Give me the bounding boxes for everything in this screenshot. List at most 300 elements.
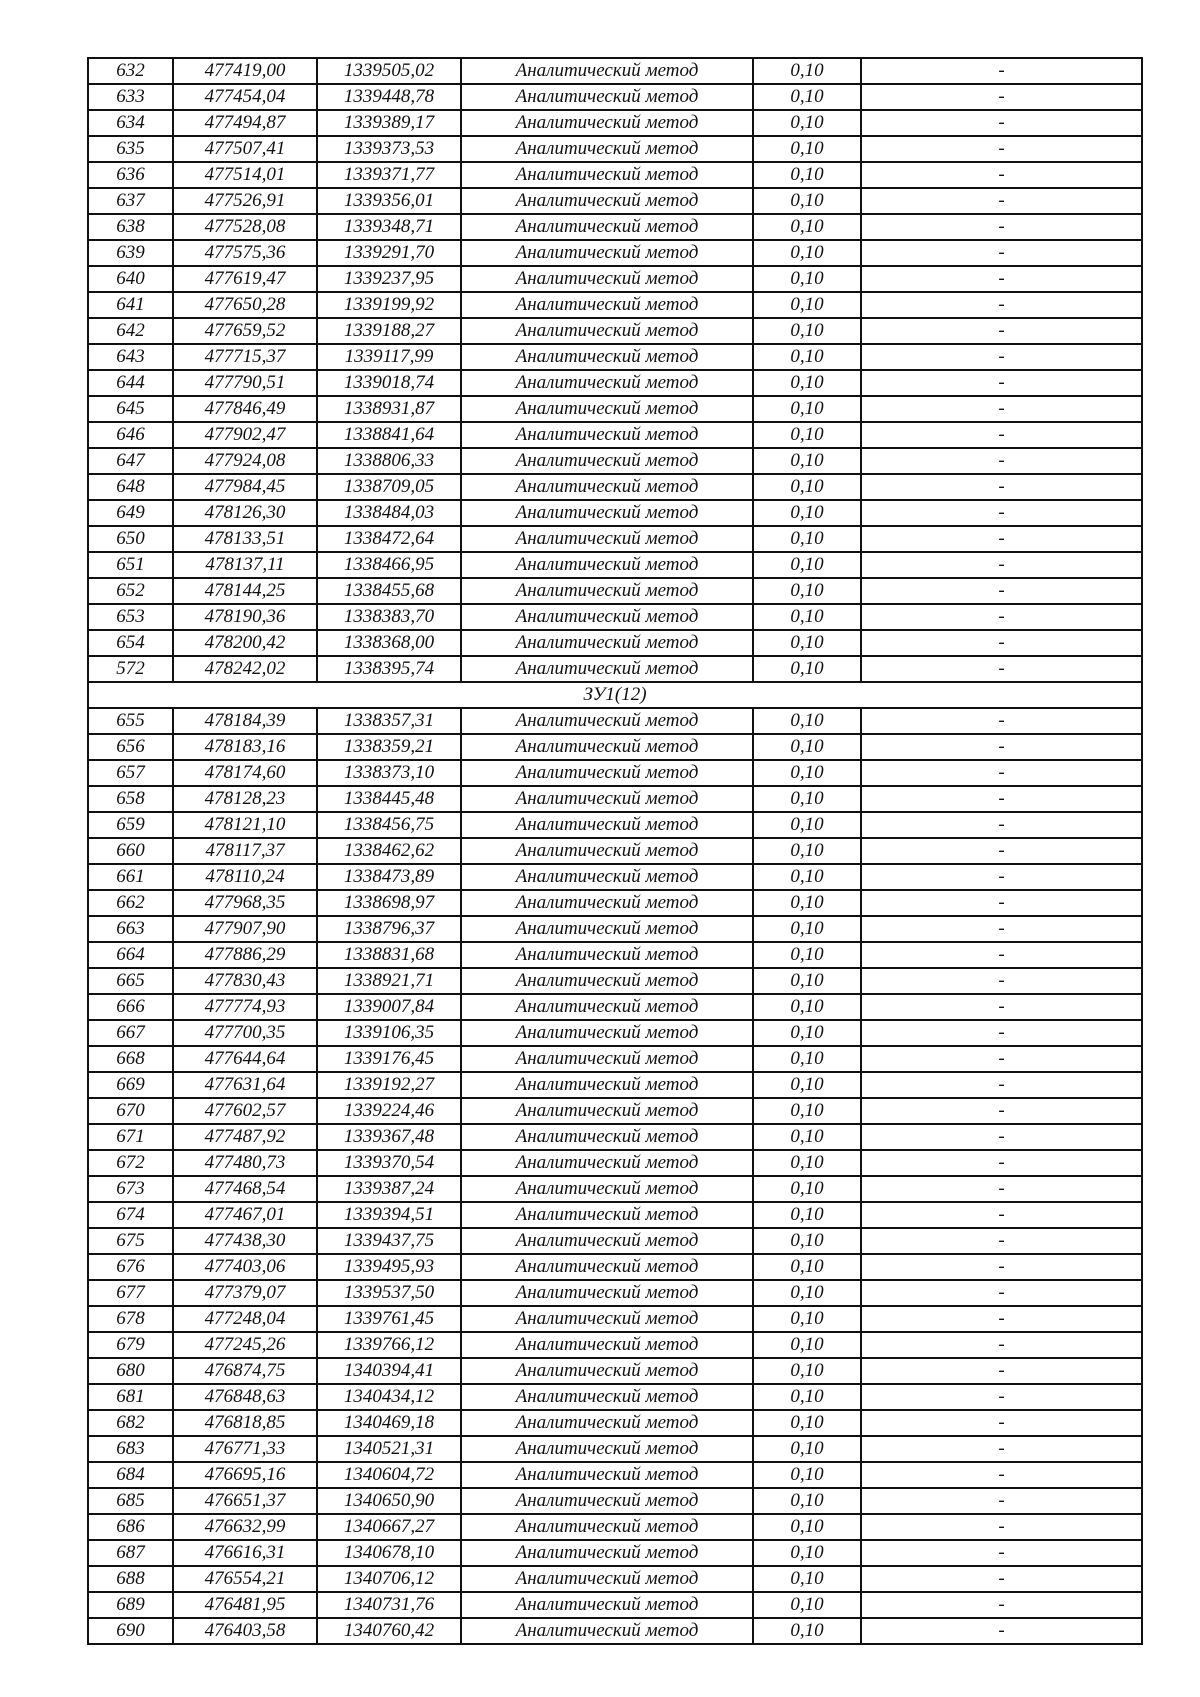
table-row bbox=[88, 162, 1142, 188]
point-number-cell: 650 bbox=[88, 526, 173, 552]
point-number-cell: 663 bbox=[88, 916, 173, 942]
table-row bbox=[88, 84, 1142, 110]
description-cell: - bbox=[861, 1306, 1142, 1332]
point-number-cell: 641 bbox=[88, 292, 173, 318]
table-row bbox=[88, 1592, 1142, 1618]
accuracy-cell: 0,10 bbox=[753, 396, 861, 422]
method-cell: Аналитический метод bbox=[461, 240, 753, 266]
x-coordinate-cell: 478144,25 bbox=[173, 578, 317, 604]
accuracy-cell: 0,10 bbox=[753, 188, 861, 214]
x-coordinate-cell: 477644,64 bbox=[173, 1046, 317, 1072]
method-cell: Аналитический метод bbox=[461, 84, 753, 110]
accuracy-cell: 0,10 bbox=[753, 110, 861, 136]
point-number-cell: 645 bbox=[88, 396, 173, 422]
x-coordinate-cell: 477454,04 bbox=[173, 84, 317, 110]
accuracy-cell: 0,10 bbox=[753, 1072, 861, 1098]
accuracy-cell: 0,10 bbox=[753, 1228, 861, 1254]
x-coordinate-cell: 478121,10 bbox=[173, 812, 317, 838]
y-coordinate-cell: 1338831,68 bbox=[317, 942, 461, 968]
accuracy-cell: 0,10 bbox=[753, 1618, 861, 1644]
x-coordinate-cell: 477419,00 bbox=[173, 58, 317, 84]
table-row bbox=[88, 838, 1142, 864]
method-cell: Аналитический метод bbox=[461, 1072, 753, 1098]
accuracy-cell: 0,10 bbox=[753, 864, 861, 890]
description-cell: - bbox=[861, 916, 1142, 942]
point-number-cell: 636 bbox=[88, 162, 173, 188]
x-coordinate-cell: 478190,36 bbox=[173, 604, 317, 630]
y-coordinate-cell: 1339117,99 bbox=[317, 344, 461, 370]
x-coordinate-cell: 477526,91 bbox=[173, 188, 317, 214]
y-coordinate-cell: 1338921,71 bbox=[317, 968, 461, 994]
point-number-cell: 634 bbox=[88, 110, 173, 136]
y-coordinate-cell: 1338383,70 bbox=[317, 604, 461, 630]
method-cell: Аналитический метод bbox=[461, 1124, 753, 1150]
point-number-cell: 654 bbox=[88, 630, 173, 656]
description-cell: - bbox=[861, 136, 1142, 162]
y-coordinate-cell: 1338473,89 bbox=[317, 864, 461, 890]
y-coordinate-cell: 1338472,64 bbox=[317, 526, 461, 552]
point-number-cell: 657 bbox=[88, 760, 173, 786]
y-coordinate-cell: 1339224,46 bbox=[317, 1098, 461, 1124]
point-number-cell: 668 bbox=[88, 1046, 173, 1072]
x-coordinate-cell: 477715,37 bbox=[173, 344, 317, 370]
point-number-cell: 646 bbox=[88, 422, 173, 448]
method-cell: Аналитический метод bbox=[461, 552, 753, 578]
method-cell: Аналитический метод bbox=[461, 370, 753, 396]
point-number-cell: 572 bbox=[88, 656, 173, 682]
method-cell: Аналитический метод bbox=[461, 1254, 753, 1280]
accuracy-cell: 0,10 bbox=[753, 1514, 861, 1540]
table-row bbox=[88, 58, 1142, 84]
method-cell: Аналитический метод bbox=[461, 422, 753, 448]
y-coordinate-cell: 1339199,92 bbox=[317, 292, 461, 318]
point-number-cell: 655 bbox=[88, 708, 173, 734]
point-number-cell: 659 bbox=[88, 812, 173, 838]
y-coordinate-cell: 1339237,95 bbox=[317, 266, 461, 292]
point-number-cell: 680 bbox=[88, 1358, 173, 1384]
accuracy-cell: 0,10 bbox=[753, 838, 861, 864]
method-cell: Аналитический метод bbox=[461, 344, 753, 370]
point-number-cell: 674 bbox=[88, 1202, 173, 1228]
point-number-cell: 649 bbox=[88, 500, 173, 526]
method-cell: Аналитический метод bbox=[461, 1228, 753, 1254]
y-coordinate-cell: 1339370,54 bbox=[317, 1150, 461, 1176]
method-cell: Аналитический метод bbox=[461, 812, 753, 838]
description-cell: - bbox=[861, 526, 1142, 552]
description-cell: - bbox=[861, 448, 1142, 474]
accuracy-cell: 0,10 bbox=[753, 370, 861, 396]
x-coordinate-cell: 476632,99 bbox=[173, 1514, 317, 1540]
table-row bbox=[88, 1462, 1142, 1488]
table-row bbox=[88, 448, 1142, 474]
x-coordinate-cell: 476818,85 bbox=[173, 1410, 317, 1436]
table-row bbox=[88, 1254, 1142, 1280]
table-row bbox=[88, 1280, 1142, 1306]
accuracy-cell: 0,10 bbox=[753, 1046, 861, 1072]
accuracy-cell: 0,10 bbox=[753, 526, 861, 552]
table-row bbox=[88, 890, 1142, 916]
method-cell: Аналитический метод bbox=[461, 266, 753, 292]
table-row bbox=[88, 994, 1142, 1020]
point-number-cell: 638 bbox=[88, 214, 173, 240]
description-cell: - bbox=[861, 370, 1142, 396]
method-cell: Аналитический метод bbox=[461, 1020, 753, 1046]
table-row bbox=[88, 656, 1142, 682]
x-coordinate-cell: 477830,43 bbox=[173, 968, 317, 994]
y-coordinate-cell: 1339387,24 bbox=[317, 1176, 461, 1202]
y-coordinate-cell: 1340521,31 bbox=[317, 1436, 461, 1462]
section-label: ЗУ1(12) bbox=[88, 682, 1142, 708]
description-cell: - bbox=[861, 890, 1142, 916]
description-cell: - bbox=[861, 968, 1142, 994]
table-row bbox=[88, 1384, 1142, 1410]
y-coordinate-cell: 1338373,10 bbox=[317, 760, 461, 786]
point-number-cell: 675 bbox=[88, 1228, 173, 1254]
y-coordinate-cell: 1338484,03 bbox=[317, 500, 461, 526]
method-cell: Аналитический метод bbox=[461, 1150, 753, 1176]
x-coordinate-cell: 478184,39 bbox=[173, 708, 317, 734]
x-coordinate-cell: 478133,51 bbox=[173, 526, 317, 552]
description-cell: - bbox=[861, 474, 1142, 500]
point-number-cell: 665 bbox=[88, 968, 173, 994]
point-number-cell: 661 bbox=[88, 864, 173, 890]
method-cell: Аналитический метод bbox=[461, 1306, 753, 1332]
table-row bbox=[88, 292, 1142, 318]
point-number-cell: 677 bbox=[88, 1280, 173, 1306]
method-cell: Аналитический метод bbox=[461, 734, 753, 760]
y-coordinate-cell: 1340667,27 bbox=[317, 1514, 461, 1540]
table-row bbox=[88, 526, 1142, 552]
table-row bbox=[88, 396, 1142, 422]
y-coordinate-cell: 1339371,77 bbox=[317, 162, 461, 188]
accuracy-cell: 0,10 bbox=[753, 734, 861, 760]
x-coordinate-cell: 477774,93 bbox=[173, 994, 317, 1020]
description-cell: - bbox=[861, 1098, 1142, 1124]
method-cell: Аналитический метод bbox=[461, 396, 753, 422]
accuracy-cell: 0,10 bbox=[753, 552, 861, 578]
accuracy-cell: 0,10 bbox=[753, 1150, 861, 1176]
accuracy-cell: 0,10 bbox=[753, 500, 861, 526]
method-cell: Аналитический метод bbox=[461, 1592, 753, 1618]
y-coordinate-cell: 1339367,48 bbox=[317, 1124, 461, 1150]
description-cell: - bbox=[861, 84, 1142, 110]
point-number-cell: 642 bbox=[88, 318, 173, 344]
method-cell: Аналитический метод bbox=[461, 1566, 753, 1592]
method-cell: Аналитический метод bbox=[461, 1488, 753, 1514]
y-coordinate-cell: 1339188,27 bbox=[317, 318, 461, 344]
x-coordinate-cell: 477480,73 bbox=[173, 1150, 317, 1176]
table-row bbox=[88, 1176, 1142, 1202]
y-coordinate-cell: 1339394,51 bbox=[317, 1202, 461, 1228]
accuracy-cell: 0,10 bbox=[753, 136, 861, 162]
accuracy-cell: 0,10 bbox=[753, 604, 861, 630]
description-cell: - bbox=[861, 1618, 1142, 1644]
y-coordinate-cell: 1338841,64 bbox=[317, 422, 461, 448]
accuracy-cell: 0,10 bbox=[753, 1332, 861, 1358]
y-coordinate-cell: 1340731,76 bbox=[317, 1592, 461, 1618]
method-cell: Аналитический метод bbox=[461, 500, 753, 526]
table-row bbox=[88, 422, 1142, 448]
method-cell: Аналитический метод bbox=[461, 630, 753, 656]
method-cell: Аналитический метод bbox=[461, 526, 753, 552]
accuracy-cell: 0,10 bbox=[753, 968, 861, 994]
method-cell: Аналитический метод bbox=[461, 1462, 753, 1488]
description-cell: - bbox=[861, 292, 1142, 318]
point-number-cell: 684 bbox=[88, 1462, 173, 1488]
description-cell: - bbox=[861, 1592, 1142, 1618]
description-cell: - bbox=[861, 812, 1142, 838]
method-cell: Аналитический метод bbox=[461, 968, 753, 994]
table-body-before bbox=[88, 58, 1142, 682]
y-coordinate-cell: 1339106,35 bbox=[317, 1020, 461, 1046]
accuracy-cell: 0,10 bbox=[753, 1254, 861, 1280]
x-coordinate-cell: 476554,21 bbox=[173, 1566, 317, 1592]
description-cell: - bbox=[861, 994, 1142, 1020]
accuracy-cell: 0,10 bbox=[753, 708, 861, 734]
description-cell: - bbox=[861, 1176, 1142, 1202]
table-row bbox=[88, 1306, 1142, 1332]
y-coordinate-cell: 1338445,48 bbox=[317, 786, 461, 812]
point-number-cell: 683 bbox=[88, 1436, 173, 1462]
y-coordinate-cell: 1339537,50 bbox=[317, 1280, 461, 1306]
table-row bbox=[88, 760, 1142, 786]
description-cell: - bbox=[861, 1254, 1142, 1280]
description-cell: - bbox=[861, 162, 1142, 188]
table-row bbox=[88, 734, 1142, 760]
description-cell: - bbox=[861, 604, 1142, 630]
x-coordinate-cell: 478137,11 bbox=[173, 552, 317, 578]
y-coordinate-cell: 1339766,12 bbox=[317, 1332, 461, 1358]
description-cell: - bbox=[861, 630, 1142, 656]
accuracy-cell: 0,10 bbox=[753, 760, 861, 786]
y-coordinate-cell: 1339495,93 bbox=[317, 1254, 461, 1280]
x-coordinate-cell: 477907,90 bbox=[173, 916, 317, 942]
table-row bbox=[88, 370, 1142, 396]
description-cell: - bbox=[861, 500, 1142, 526]
y-coordinate-cell: 1338456,75 bbox=[317, 812, 461, 838]
section-header-group bbox=[88, 682, 1142, 708]
x-coordinate-cell: 477403,06 bbox=[173, 1254, 317, 1280]
method-cell: Аналитический метод bbox=[461, 110, 753, 136]
x-coordinate-cell: 476771,33 bbox=[173, 1436, 317, 1462]
description-cell: - bbox=[861, 1202, 1142, 1228]
method-cell: Аналитический метод bbox=[461, 1540, 753, 1566]
x-coordinate-cell: 477846,49 bbox=[173, 396, 317, 422]
point-number-cell: 686 bbox=[88, 1514, 173, 1540]
accuracy-cell: 0,10 bbox=[753, 812, 861, 838]
y-coordinate-cell: 1340469,18 bbox=[317, 1410, 461, 1436]
table-row bbox=[88, 1488, 1142, 1514]
description-cell: - bbox=[861, 1410, 1142, 1436]
table-row bbox=[88, 1540, 1142, 1566]
method-cell: Аналитический метод bbox=[461, 916, 753, 942]
description-cell: - bbox=[861, 1280, 1142, 1306]
point-number-cell: 635 bbox=[88, 136, 173, 162]
method-cell: Аналитический метод bbox=[461, 864, 753, 890]
method-cell: Аналитический метод bbox=[461, 474, 753, 500]
x-coordinate-cell: 477487,92 bbox=[173, 1124, 317, 1150]
x-coordinate-cell: 478200,42 bbox=[173, 630, 317, 656]
method-cell: Аналитический метод bbox=[461, 58, 753, 84]
description-cell: - bbox=[861, 708, 1142, 734]
x-coordinate-cell: 476616,31 bbox=[173, 1540, 317, 1566]
x-coordinate-cell: 477631,64 bbox=[173, 1072, 317, 1098]
table-row bbox=[88, 214, 1142, 240]
method-cell: Аналитический метод bbox=[461, 1332, 753, 1358]
accuracy-cell: 0,10 bbox=[753, 630, 861, 656]
y-coordinate-cell: 1338395,74 bbox=[317, 656, 461, 682]
y-coordinate-cell: 1338359,21 bbox=[317, 734, 461, 760]
description-cell: - bbox=[861, 110, 1142, 136]
table-row bbox=[88, 1358, 1142, 1384]
description-cell: - bbox=[861, 214, 1142, 240]
method-cell: Аналитический метод bbox=[461, 656, 753, 682]
x-coordinate-cell: 476848,63 bbox=[173, 1384, 317, 1410]
table-row bbox=[88, 864, 1142, 890]
y-coordinate-cell: 1339448,78 bbox=[317, 84, 461, 110]
y-coordinate-cell: 1339348,71 bbox=[317, 214, 461, 240]
description-cell: - bbox=[861, 318, 1142, 344]
description-cell: - bbox=[861, 656, 1142, 682]
accuracy-cell: 0,10 bbox=[753, 1566, 861, 1592]
accuracy-cell: 0,10 bbox=[753, 916, 861, 942]
x-coordinate-cell: 477886,29 bbox=[173, 942, 317, 968]
y-coordinate-cell: 1339007,84 bbox=[317, 994, 461, 1020]
table-row bbox=[88, 1566, 1142, 1592]
description-cell: - bbox=[861, 942, 1142, 968]
description-cell: - bbox=[861, 760, 1142, 786]
x-coordinate-cell: 477902,47 bbox=[173, 422, 317, 448]
point-number-cell: 682 bbox=[88, 1410, 173, 1436]
table-row bbox=[88, 266, 1142, 292]
point-number-cell: 670 bbox=[88, 1098, 173, 1124]
x-coordinate-cell: 477468,54 bbox=[173, 1176, 317, 1202]
table-row bbox=[88, 968, 1142, 994]
method-cell: Аналитический метод bbox=[461, 1202, 753, 1228]
description-cell: - bbox=[861, 58, 1142, 84]
method-cell: Аналитический метод bbox=[461, 136, 753, 162]
x-coordinate-cell: 477790,51 bbox=[173, 370, 317, 396]
x-coordinate-cell: 476874,75 bbox=[173, 1358, 317, 1384]
description-cell: - bbox=[861, 1566, 1142, 1592]
accuracy-cell: 0,10 bbox=[753, 1020, 861, 1046]
table-row bbox=[88, 1618, 1142, 1644]
point-number-cell: 632 bbox=[88, 58, 173, 84]
point-number-cell: 664 bbox=[88, 942, 173, 968]
description-cell: - bbox=[861, 1514, 1142, 1540]
point-number-cell: 643 bbox=[88, 344, 173, 370]
x-coordinate-cell: 477650,28 bbox=[173, 292, 317, 318]
table-row bbox=[88, 1072, 1142, 1098]
table-row bbox=[88, 1410, 1142, 1436]
method-cell: Аналитический метод bbox=[461, 188, 753, 214]
description-cell: - bbox=[861, 578, 1142, 604]
point-number-cell: 667 bbox=[88, 1020, 173, 1046]
description-cell: - bbox=[861, 552, 1142, 578]
coordinates-table bbox=[87, 57, 1143, 1645]
table-row bbox=[88, 1150, 1142, 1176]
table-row bbox=[88, 344, 1142, 370]
method-cell: Аналитический метод bbox=[461, 1436, 753, 1462]
accuracy-cell: 0,10 bbox=[753, 240, 861, 266]
method-cell: Аналитический метод bbox=[461, 604, 753, 630]
description-cell: - bbox=[861, 1358, 1142, 1384]
y-coordinate-cell: 1339437,75 bbox=[317, 1228, 461, 1254]
accuracy-cell: 0,10 bbox=[753, 422, 861, 448]
x-coordinate-cell: 477602,57 bbox=[173, 1098, 317, 1124]
table-row bbox=[88, 240, 1142, 266]
point-number-cell: 652 bbox=[88, 578, 173, 604]
point-number-cell: 656 bbox=[88, 734, 173, 760]
x-coordinate-cell: 478126,30 bbox=[173, 500, 317, 526]
method-cell: Аналитический метод bbox=[461, 318, 753, 344]
table-row bbox=[88, 110, 1142, 136]
accuracy-cell: 0,10 bbox=[753, 786, 861, 812]
table-row bbox=[88, 604, 1142, 630]
table-row bbox=[88, 942, 1142, 968]
table-row bbox=[88, 500, 1142, 526]
point-number-cell: 644 bbox=[88, 370, 173, 396]
accuracy-cell: 0,10 bbox=[753, 1176, 861, 1202]
method-cell: Аналитический метод bbox=[461, 448, 753, 474]
x-coordinate-cell: 477619,47 bbox=[173, 266, 317, 292]
description-cell: - bbox=[861, 1072, 1142, 1098]
x-coordinate-cell: 478242,02 bbox=[173, 656, 317, 682]
accuracy-cell: 0,10 bbox=[753, 1124, 861, 1150]
method-cell: Аналитический метод bbox=[461, 1046, 753, 1072]
table-row bbox=[88, 1020, 1142, 1046]
method-cell: Аналитический метод bbox=[461, 1358, 753, 1384]
method-cell: Аналитический метод bbox=[461, 292, 753, 318]
accuracy-cell: 0,10 bbox=[753, 578, 861, 604]
x-coordinate-cell: 477514,01 bbox=[173, 162, 317, 188]
accuracy-cell: 0,10 bbox=[753, 994, 861, 1020]
point-number-cell: 687 bbox=[88, 1540, 173, 1566]
x-coordinate-cell: 478117,37 bbox=[173, 838, 317, 864]
accuracy-cell: 0,10 bbox=[753, 58, 861, 84]
x-coordinate-cell: 477984,45 bbox=[173, 474, 317, 500]
x-coordinate-cell: 478128,23 bbox=[173, 786, 317, 812]
description-cell: - bbox=[861, 786, 1142, 812]
point-number-cell: 658 bbox=[88, 786, 173, 812]
accuracy-cell: 0,10 bbox=[753, 1098, 861, 1124]
accuracy-cell: 0,10 bbox=[753, 942, 861, 968]
x-coordinate-cell: 478183,16 bbox=[173, 734, 317, 760]
x-coordinate-cell: 477248,04 bbox=[173, 1306, 317, 1332]
y-coordinate-cell: 1339505,02 bbox=[317, 58, 461, 84]
method-cell: Аналитический метод bbox=[461, 578, 753, 604]
table-row bbox=[88, 1436, 1142, 1462]
x-coordinate-cell: 477700,35 bbox=[173, 1020, 317, 1046]
accuracy-cell: 0,10 bbox=[753, 1592, 861, 1618]
point-number-cell: 669 bbox=[88, 1072, 173, 1098]
description-cell: - bbox=[861, 1488, 1142, 1514]
accuracy-cell: 0,10 bbox=[753, 1358, 861, 1384]
description-cell: - bbox=[861, 1020, 1142, 1046]
point-number-cell: 666 bbox=[88, 994, 173, 1020]
description-cell: - bbox=[861, 1150, 1142, 1176]
table-row bbox=[88, 1332, 1142, 1358]
y-coordinate-cell: 1338455,68 bbox=[317, 578, 461, 604]
point-number-cell: 678 bbox=[88, 1306, 173, 1332]
method-cell: Аналитический метод bbox=[461, 760, 753, 786]
accuracy-cell: 0,10 bbox=[753, 474, 861, 500]
table-row bbox=[88, 1202, 1142, 1228]
description-cell: - bbox=[861, 1124, 1142, 1150]
x-coordinate-cell: 477528,08 bbox=[173, 214, 317, 240]
point-number-cell: 648 bbox=[88, 474, 173, 500]
description-cell: - bbox=[861, 1384, 1142, 1410]
